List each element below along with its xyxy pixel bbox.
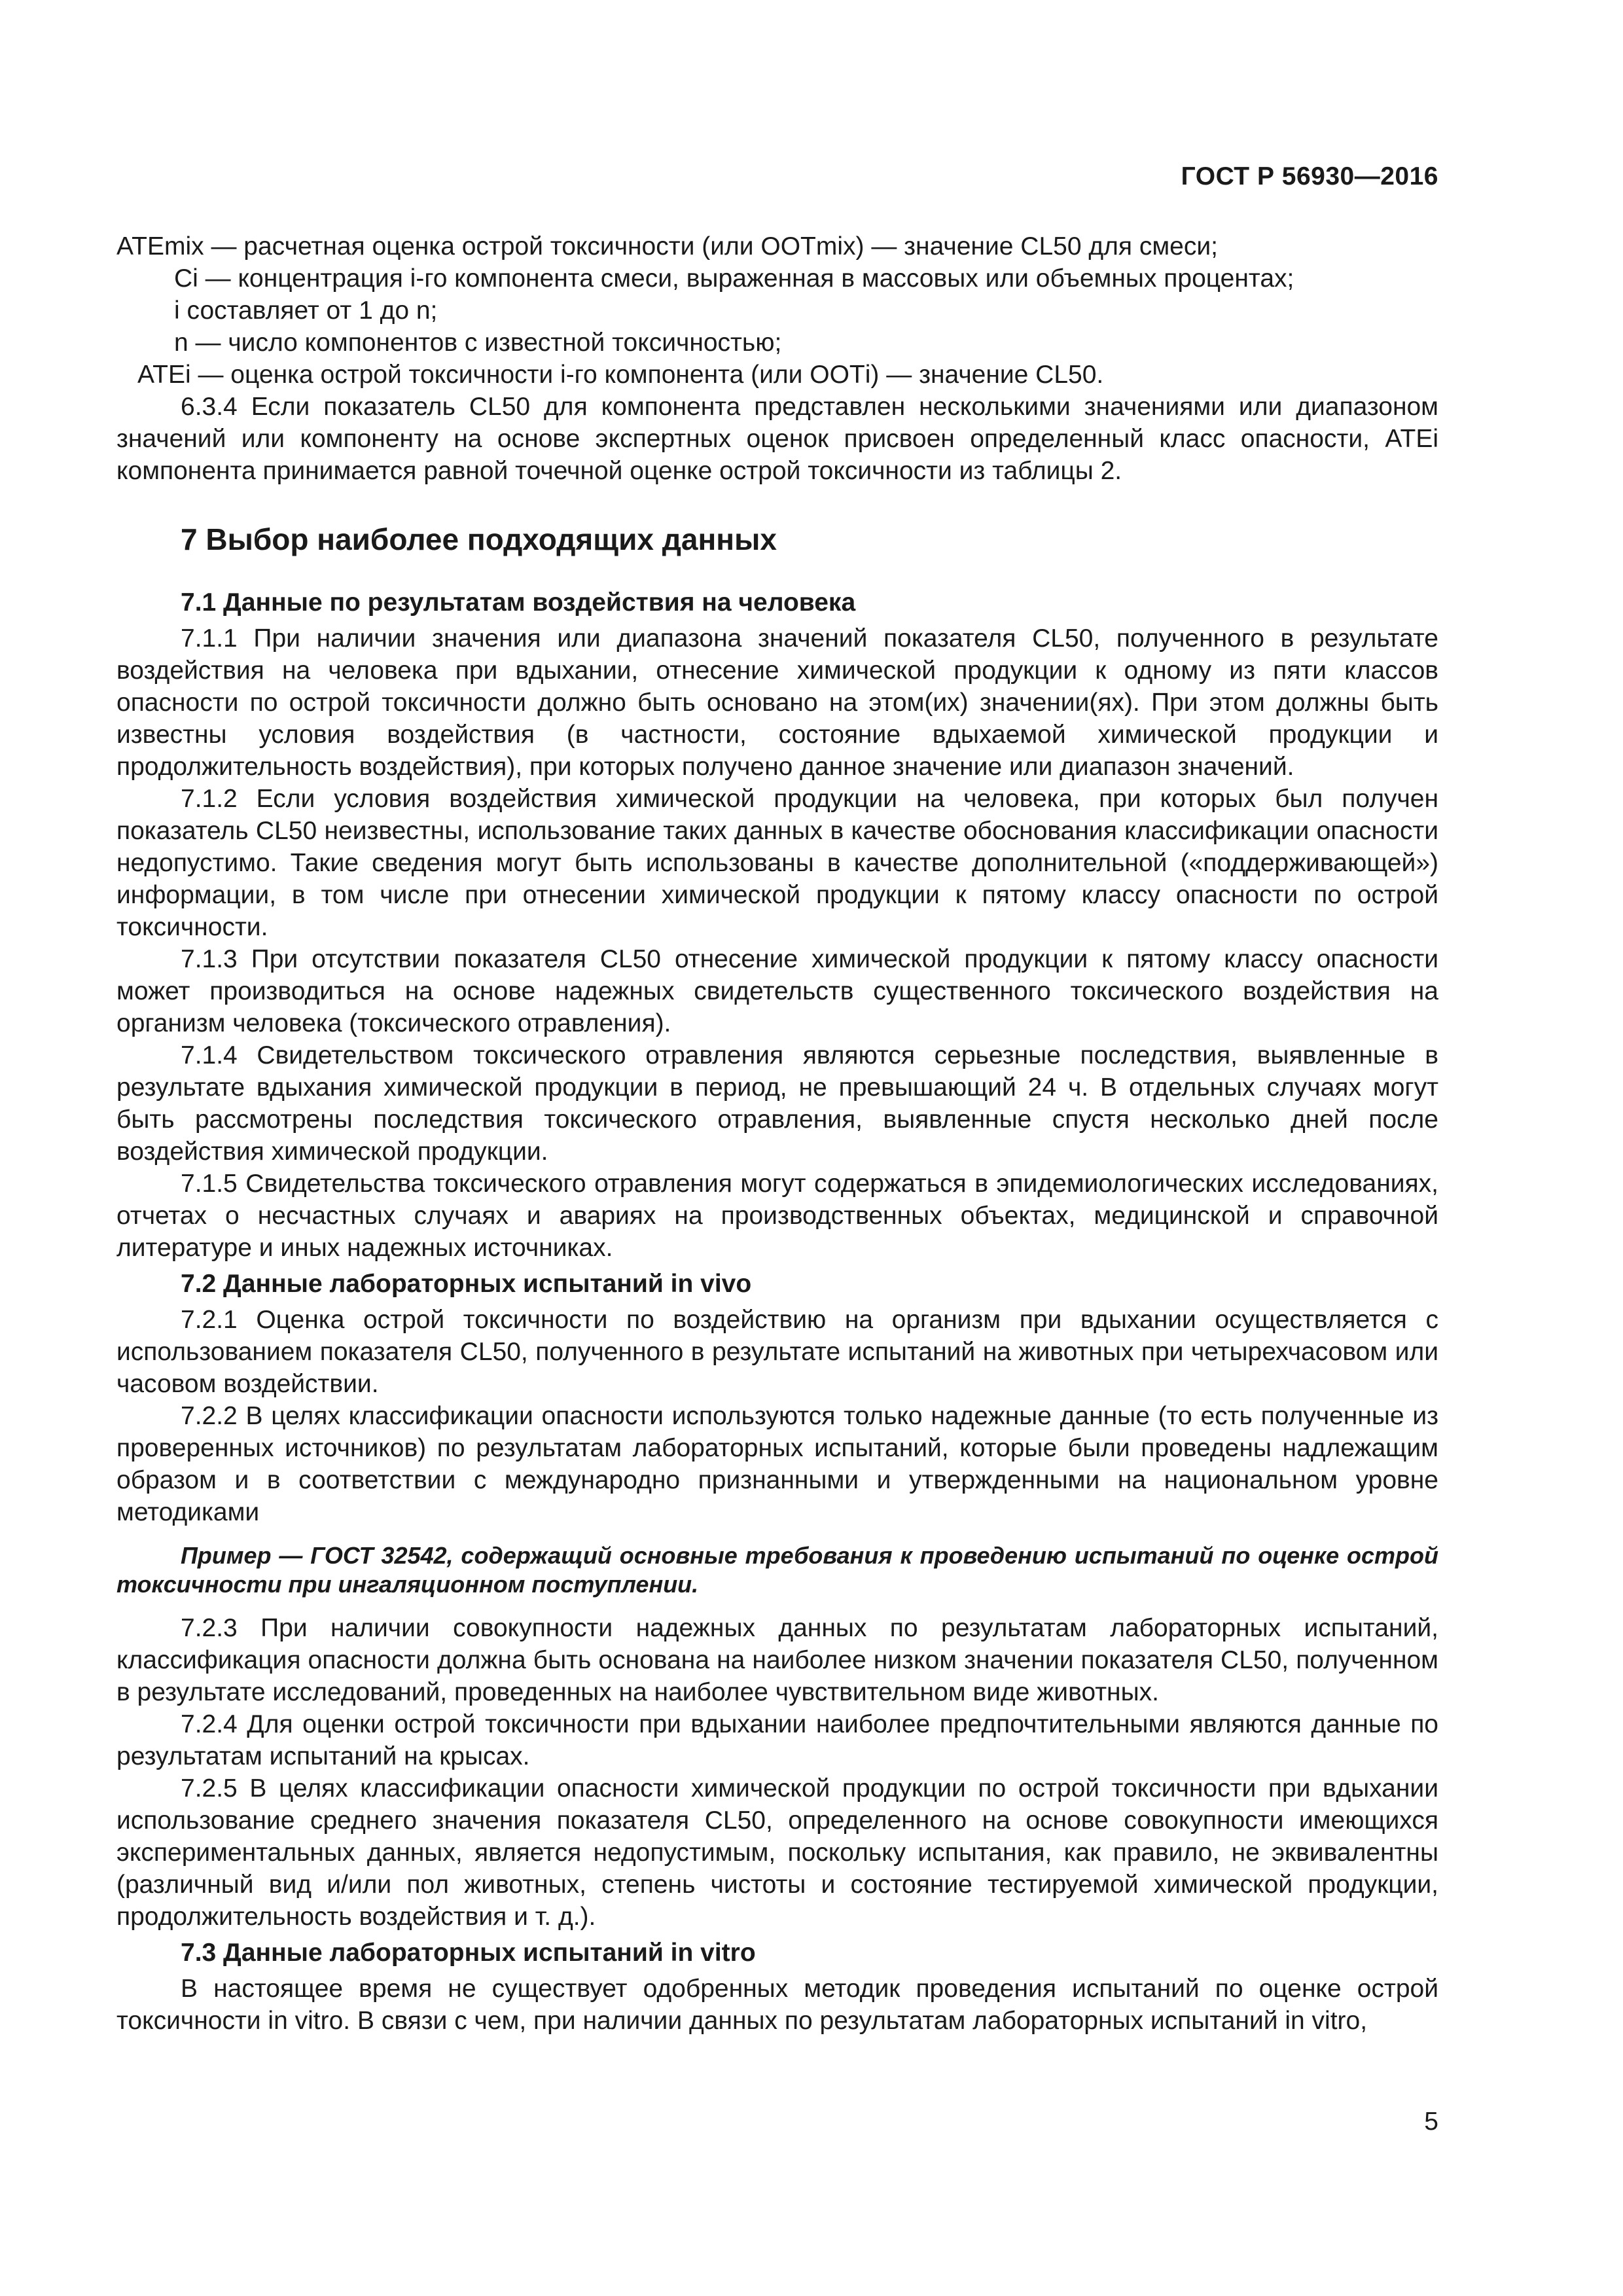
paragraph-7-2-4: 7.2.4 Для оценки острой токсичности при вдыхании наиболее предпочтительными являются данные по результатам испытаний на крысах. [116, 1710, 1438, 1770]
definition-i-range: i составляет от 1 до n; [174, 296, 438, 325]
paragraph-7-2-2: 7.2.2 В целях классификации опасности используются только надежные данные (то есть полученные из проверенных источников) по результатам лабораторных испытаний, которые были проведены надлежащим образом и в соответствии с международно признанными и утвержденными на национальном уровне методиками [116, 1402, 1438, 1526]
definition-atemix: ATEmix — расчетная оценка острой токсичности (или ООТmix) — значение CL50 для смеси; [116, 232, 1218, 260]
paragraph-7-2-5: 7.2.5 В целях классификации опасности химической продукции по острой токсичности при вдыхании использование среднего значения показателя CL50, определенного на основе совокупности имеющихся экспериментальных данных, является недопустимым, поскольку испытания, как правило, не эквивалентны (различный вид и/или пол животных, степень чистоты и состояние тестируемой химической продукции, продолжительность воздействия и т. д.). [116, 1774, 1438, 1931]
definition-ci: Ci — концентрация i-го компонента смеси, выраженная в массовых или объемных процентах; [174, 264, 1294, 293]
definition-n: n — число компонентов с известной токсичностью; [174, 329, 782, 357]
page-number: 5 [1424, 2108, 1438, 2136]
paragraph-7-1-3: 7.1.3 При отсутствии показателя CL50 отнесение химической продукции к пятому классу опасности может производиться на основе надежных свидетельств существенного токсического воздействия на организм человека (токсического отравления). [116, 945, 1438, 1037]
subsection-7-1-heading: 7.1 Данные по результатам воздействия на человека [181, 588, 856, 617]
definition-atei: ATEi — оценка острой токсичности i-го компонента (или ООТi) — значение CL50. [137, 361, 1104, 389]
subsection-7-2-heading: 7.2 Данные лабораторных испытаний in vivo [181, 1270, 752, 1298]
paragraph-7-1-2: 7.1.2 Если условия воздействия химической продукции на человека, при которых был получен показатель CL50 неизвестны, использование таких данных в качестве обоснования классификации опасности недопустимо. Такие сведения могут быть использованы в качестве дополнительной («поддерживающей») информации, в том числе при отнесении химической продукции к пятому классу опасности по острой токсичности. [116, 785, 1438, 941]
example-note: Пример — ГОСТ 32542, содержащий основные требования к проведению испытаний по оценке острой токсичности при ингаляционном поступлении. [116, 1542, 1438, 1598]
paragraph-7-2-1: 7.2.1 Оценка острой токсичности по воздействию на организм при вдыхании осуществляется с использованием показателя CL50, полученного в результате испытаний на животных при четырехчасовом или часовом воздействии. [116, 1306, 1438, 1398]
paragraph-6-3-4: 6.3.4 Если показатель CL50 для компонента представлен несколькими значениями или диапазоном значений или компоненту на основе экспертных оценок присвоен определенный класс опасности, ATEi компонента принимается равной точечной оценке острой токсичности из таблицы 2. [116, 393, 1438, 485]
page-content [116, 230, 1438, 2037]
paragraph-7-2-3: 7.2.3 При наличии совокупности надежных данных по результатам лабораторных испытаний, классификация опасности должна быть основана на наиболее низком значении показателя CL50, полученном в результате исследований, проведенных на наиболее чувствительном виде животных. [116, 1614, 1438, 1706]
paragraph-7-3: В настоящее время не существует одобренных методик проведения испытаний по оценке острой токсичности in vitro. В связи с чем, при наличии данных по результатам лабораторных испытаний in vitro, [116, 1975, 1438, 2035]
subsection-7-3-heading: 7.3 Данные лабораторных испытаний in vitro [181, 1939, 756, 1967]
paragraph-7-1-4: 7.1.4 Свидетельством токсического отравления являются серьезные последствия, выявленные в результате вдыхания химической продукции в период, не превышающий 24 ч. В отдельных случаях могут быть рассмотрены последствия токсического отравления, выявленные спустя несколько дней после воздействия химической продукции. [116, 1041, 1438, 1166]
paragraph-7-1-1: 7.1.1 При наличии значения или диапазона значений показателя CL50, полученного в результате воздействия на человека при вдыхании, отнесение химической продукции к одному из пяти классов опасности по острой токсичности должно быть основано на этом(их) значении(ях). При этом должны быть известны условия воздействия (в частности, состояние вдыхаемой химической продукции и продолжительность воздействия), при которых получено данное значение или диапазон значений. [116, 624, 1438, 781]
document-code: ГОСТ Р 56930—2016 [1181, 162, 1438, 190]
section-7-heading: 7 Выбор наиболее подходящих данных [181, 522, 777, 556]
paragraph-7-1-5: 7.1.5 Свидетельства токсического отравления могут содержаться в эпидемиологических исследованиях, отчетах о несчастных случаях и авариях на производственных объектах, медицинской и справочной литературе и иных надежных источниках. [116, 1170, 1438, 1262]
